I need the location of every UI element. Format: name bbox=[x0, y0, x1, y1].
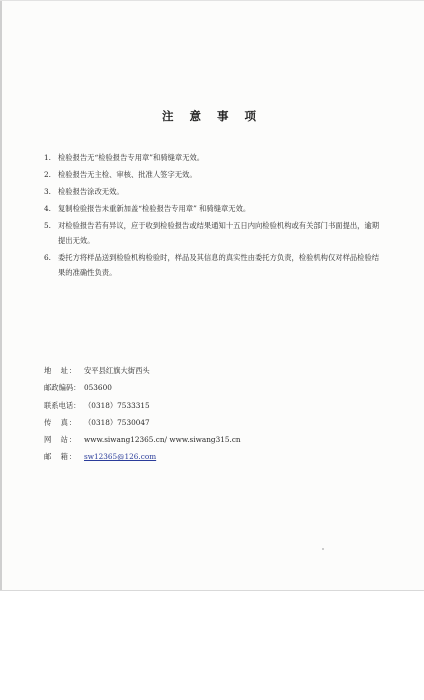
note-text: 检验报告无“检验报告专用章”和骑缝章无效。 bbox=[58, 153, 205, 162]
postcode-row bbox=[44, 379, 364, 396]
page-title: 注 意 事 项 bbox=[161, 109, 262, 123]
fax-row bbox=[44, 414, 364, 431]
notes-list bbox=[44, 150, 384, 282]
page-edge-bottom bbox=[0, 590, 424, 591]
note-item bbox=[44, 201, 384, 216]
note-number: 2. bbox=[44, 170, 51, 179]
note-item bbox=[44, 184, 384, 199]
contact-info bbox=[44, 362, 364, 466]
phone-value: （0318）7533315 bbox=[84, 400, 150, 410]
note-text: 复制检验报告未重新加盖“检验报告专用章” 和骑缝章无效。 bbox=[58, 204, 251, 213]
email-row bbox=[44, 448, 364, 465]
website-value[interactable]: www.siwang12365.cn/ www.siwang315.cn bbox=[84, 435, 241, 445]
website-label: 网 站： bbox=[44, 435, 78, 445]
note-text: 检验报告无主检、审核、批准人签字无效。 bbox=[58, 170, 197, 179]
fax-value: （0318）7530047 bbox=[84, 417, 150, 427]
note-text: 委托方将样品送到检验机构检验时，样品及其信息的真实性由委托方负责，检验机构仅对样品检验结果的准确性负责。 bbox=[58, 253, 380, 277]
note-number: 5. bbox=[44, 221, 51, 230]
note-text: 检验报告涂改无效。 bbox=[58, 187, 124, 196]
note-item bbox=[44, 167, 384, 182]
phone-row bbox=[44, 397, 364, 414]
note-number: 4. bbox=[44, 204, 51, 213]
address-row bbox=[44, 362, 364, 379]
note-number: 6. bbox=[44, 253, 51, 262]
email-link[interactable]: sw12365@126.com bbox=[84, 452, 157, 462]
scan-speck bbox=[322, 548, 324, 550]
note-number: 3. bbox=[44, 187, 51, 196]
note-item bbox=[44, 218, 384, 248]
phone-label: 联系电话： bbox=[44, 400, 81, 410]
note-item bbox=[44, 250, 384, 280]
page-edge-top bbox=[0, 0, 424, 1]
website-row bbox=[44, 431, 364, 448]
postcode-label: 邮政编码： bbox=[44, 383, 81, 393]
page-edge-left bbox=[0, 0, 2, 591]
address-value: 安平县红旗大街西头 bbox=[84, 366, 150, 375]
email-label: 邮 箱： bbox=[44, 452, 78, 462]
postcode-value: 053600 bbox=[84, 383, 112, 393]
note-item bbox=[44, 150, 384, 165]
note-text: 对检验报告若有异议，应于收到检验报告或结果通知十五日内向检验机构或有关部门书面提出，逾期提出无效。 bbox=[58, 221, 380, 245]
fax-label: 传 真： bbox=[44, 417, 78, 427]
address-label: 地 址： bbox=[44, 366, 78, 375]
note-number: 1. bbox=[44, 153, 51, 162]
